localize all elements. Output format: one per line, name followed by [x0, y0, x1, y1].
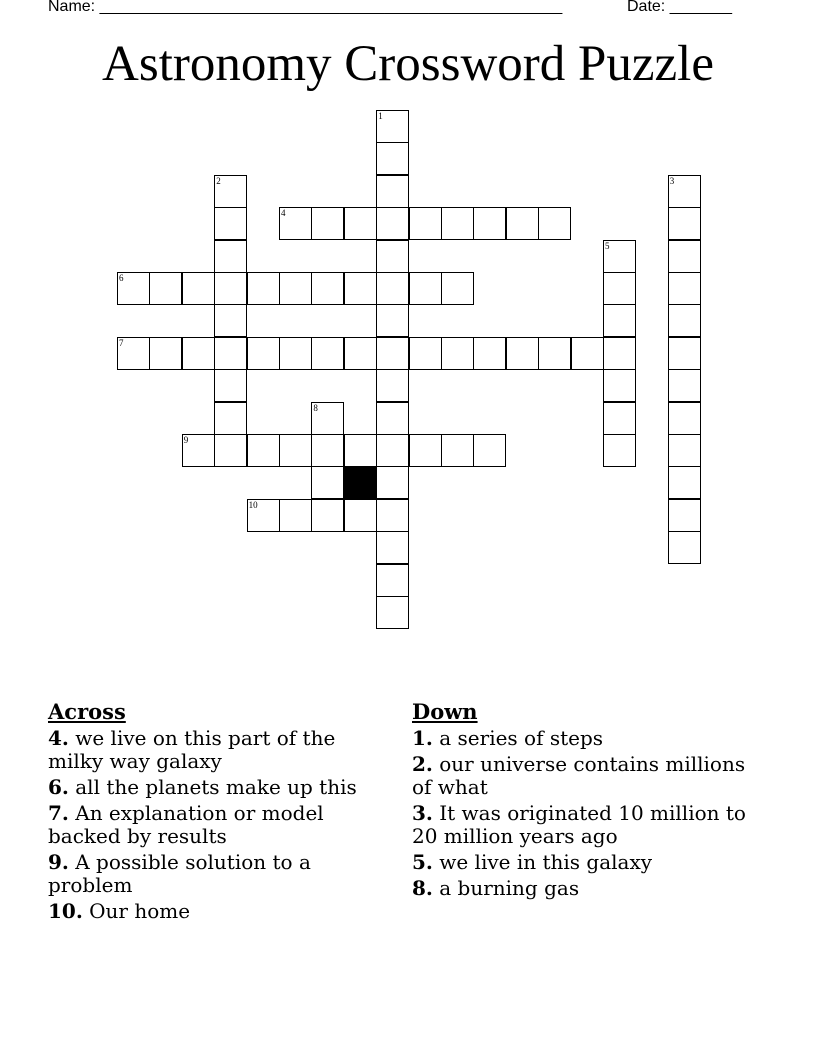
crossword-cell[interactable]	[376, 564, 409, 597]
crossword-cell[interactable]	[668, 240, 701, 273]
clue-number: 1.	[412, 726, 433, 750]
crossword-cell[interactable]	[182, 434, 215, 467]
crossword-cell[interactable]	[409, 434, 442, 467]
across-clue	[48, 727, 388, 773]
crossword-cell[interactable]	[344, 434, 377, 467]
across-clue	[48, 851, 388, 897]
crossword-cell[interactable]	[409, 337, 442, 370]
crossword-cell[interactable]	[441, 272, 474, 305]
crossword-cell[interactable]	[376, 337, 409, 370]
crossword-cell[interactable]	[441, 207, 474, 240]
crossword-cell[interactable]	[311, 272, 344, 305]
crossword-cell[interactable]	[376, 240, 409, 273]
clue-text: It was originated 10 million to 20 million years ago	[412, 801, 746, 848]
clue-number-label: 9	[183, 435, 189, 445]
crossword-cell[interactable]	[441, 434, 474, 467]
clue-number: 5.	[412, 850, 433, 874]
crossword-cell[interactable]	[214, 402, 247, 435]
crossword-cell[interactable]	[668, 175, 701, 208]
crossword-cell[interactable]	[506, 337, 539, 370]
clue-text: all the planets make up this	[68, 775, 357, 799]
crossword-cell[interactable]	[376, 499, 409, 532]
clue-number: 6.	[48, 775, 69, 799]
clue-number: 4.	[48, 726, 69, 750]
clue-number-label: 7	[119, 337, 124, 348]
down-clues	[412, 700, 752, 903]
crossword-cell[interactable]	[668, 272, 701, 305]
crossword-cell[interactable]	[376, 207, 409, 240]
crossword-cell[interactable]	[117, 272, 150, 305]
clue-number-label: 6	[119, 273, 124, 283]
down-clue-list	[412, 727, 752, 900]
crossword-cell[interactable]	[376, 402, 409, 435]
across-clue	[48, 802, 388, 848]
crossword-cell[interactable]	[603, 402, 636, 435]
crossword-cell[interactable]	[571, 337, 604, 370]
clue-number: 3.	[412, 801, 433, 825]
clue-number-label: 4	[281, 208, 286, 219]
across-heading: Across	[48, 699, 126, 724]
crossword-cell[interactable]	[149, 272, 182, 305]
crossword-cell[interactable]	[344, 207, 377, 240]
crossword-cell[interactable]	[538, 207, 571, 240]
crossword-cell[interactable]	[149, 337, 182, 370]
clue-number-label: 1	[378, 111, 383, 121]
crossword-cell[interactable]	[603, 337, 636, 370]
crossword-cell[interactable]	[376, 110, 409, 143]
down-clue	[412, 877, 752, 900]
clue-number-label: 8	[313, 402, 318, 413]
crossword-cell[interactable]	[376, 434, 409, 467]
crossword-cell[interactable]	[279, 434, 312, 467]
crossword-cell[interactable]	[311, 434, 344, 467]
crossword-cell[interactable]	[247, 499, 280, 532]
across-clue	[48, 900, 388, 923]
crossword-cell[interactable]	[409, 207, 442, 240]
crossword-cell[interactable]	[603, 434, 636, 467]
crossword-cell[interactable]	[279, 499, 312, 532]
clue-text: A possible solution to a problem	[48, 850, 311, 897]
clue-number-label: 2	[216, 175, 221, 186]
crossword-cell[interactable]	[344, 499, 377, 532]
clue-number-label: 5	[605, 240, 610, 251]
crossword-cell[interactable]	[214, 207, 247, 240]
crossword-cell[interactable]	[668, 434, 701, 467]
clue-number-label: 3	[669, 175, 675, 186]
crossword-cell[interactable]	[182, 337, 215, 370]
crossword-cell[interactable]	[506, 207, 539, 240]
crossword-cell[interactable]	[214, 272, 247, 305]
crossword-cell[interactable]	[247, 272, 280, 305]
crossword-cell[interactable]	[376, 369, 409, 402]
crossword-cell[interactable]	[668, 499, 701, 532]
clue-number: 7.	[48, 801, 69, 825]
crossword-cell[interactable]	[279, 272, 312, 305]
crossword-cell[interactable]	[279, 207, 312, 240]
crossword-cell[interactable]	[311, 466, 344, 499]
clue-text: a burning gas	[432, 876, 580, 900]
clue-text: a series of steps	[432, 726, 604, 750]
across-clues	[48, 700, 388, 926]
crossword-cell[interactable]	[668, 337, 701, 370]
crossword-cell[interactable]	[311, 402, 344, 435]
down-clue	[412, 727, 752, 750]
name-field-label: Name: ____________________________________________________	[48, 0, 563, 15]
date-field-label: Date: _______	[627, 0, 732, 15]
clue-text: our universe contains millions of what	[412, 752, 746, 799]
crossword-cell[interactable]	[668, 207, 701, 240]
down-clue	[412, 851, 752, 874]
crossword-cell[interactable]	[376, 175, 409, 208]
crossword-cell[interactable]	[441, 337, 474, 370]
crossword-cell[interactable]	[376, 531, 409, 564]
crossword-cell[interactable]	[214, 304, 247, 337]
crossword-cell[interactable]	[668, 402, 701, 435]
crossword-cell[interactable]	[247, 337, 280, 370]
crossword-cell[interactable]	[344, 272, 377, 305]
clue-number: 10.	[48, 899, 83, 923]
crossword-cell[interactable]	[376, 272, 409, 305]
crossword-cell[interactable]	[668, 304, 701, 337]
down-heading: Down	[412, 699, 478, 724]
crossword-cell[interactable]	[668, 466, 701, 499]
crossword-cell[interactable]	[668, 369, 701, 402]
crossword-cell[interactable]	[538, 337, 571, 370]
crossword-cell[interactable]	[344, 337, 377, 370]
crossword-cell[interactable]	[279, 337, 312, 370]
crossword-cell[interactable]	[409, 272, 442, 305]
crossword-cell[interactable]	[473, 337, 506, 370]
clue-number: 8.	[412, 876, 433, 900]
down-clue	[412, 802, 752, 848]
crossword-cell[interactable]	[603, 369, 636, 402]
clue-number: 2.	[412, 752, 433, 776]
crossword-cell[interactable]	[376, 304, 409, 337]
crossword-cell[interactable]	[603, 272, 636, 305]
clue-number: 9.	[48, 850, 69, 874]
crossword-block	[344, 466, 377, 499]
crossword-cell[interactable]	[603, 240, 636, 273]
down-clue	[412, 753, 752, 799]
page-title: Astronomy Crossword Puzzle	[102, 36, 714, 92]
crossword-cell[interactable]	[311, 207, 344, 240]
crossword-cell[interactable]	[214, 434, 247, 467]
crossword-cell[interactable]	[117, 337, 150, 370]
crossword-cell[interactable]	[214, 369, 247, 402]
crossword-cell[interactable]	[603, 304, 636, 337]
crossword-cell[interactable]	[668, 531, 701, 564]
crossword-cell[interactable]	[214, 175, 247, 208]
crossword-cell[interactable]	[473, 434, 506, 467]
crossword-cell[interactable]	[376, 466, 409, 499]
clue-text: we live in this galaxy	[432, 850, 653, 874]
across-clue	[48, 776, 388, 799]
clue-text: we live on this part of the milky way galaxy	[48, 726, 336, 773]
clue-number-label: 10	[248, 499, 258, 510]
crossword-cell[interactable]	[473, 207, 506, 240]
crossword-cell[interactable]	[247, 434, 280, 467]
crossword-cell[interactable]	[311, 499, 344, 532]
crossword-cell[interactable]	[376, 596, 409, 629]
crossword-cell[interactable]	[376, 142, 409, 175]
across-clue-list	[48, 727, 388, 923]
crossword-cell[interactable]	[182, 272, 215, 305]
clue-text: Our home	[82, 899, 191, 923]
crossword-cell[interactable]	[214, 240, 247, 273]
crossword-cell[interactable]	[311, 337, 344, 370]
crossword-cell[interactable]	[214, 337, 247, 370]
clue-text: An explanation or model backed by results	[48, 801, 324, 848]
